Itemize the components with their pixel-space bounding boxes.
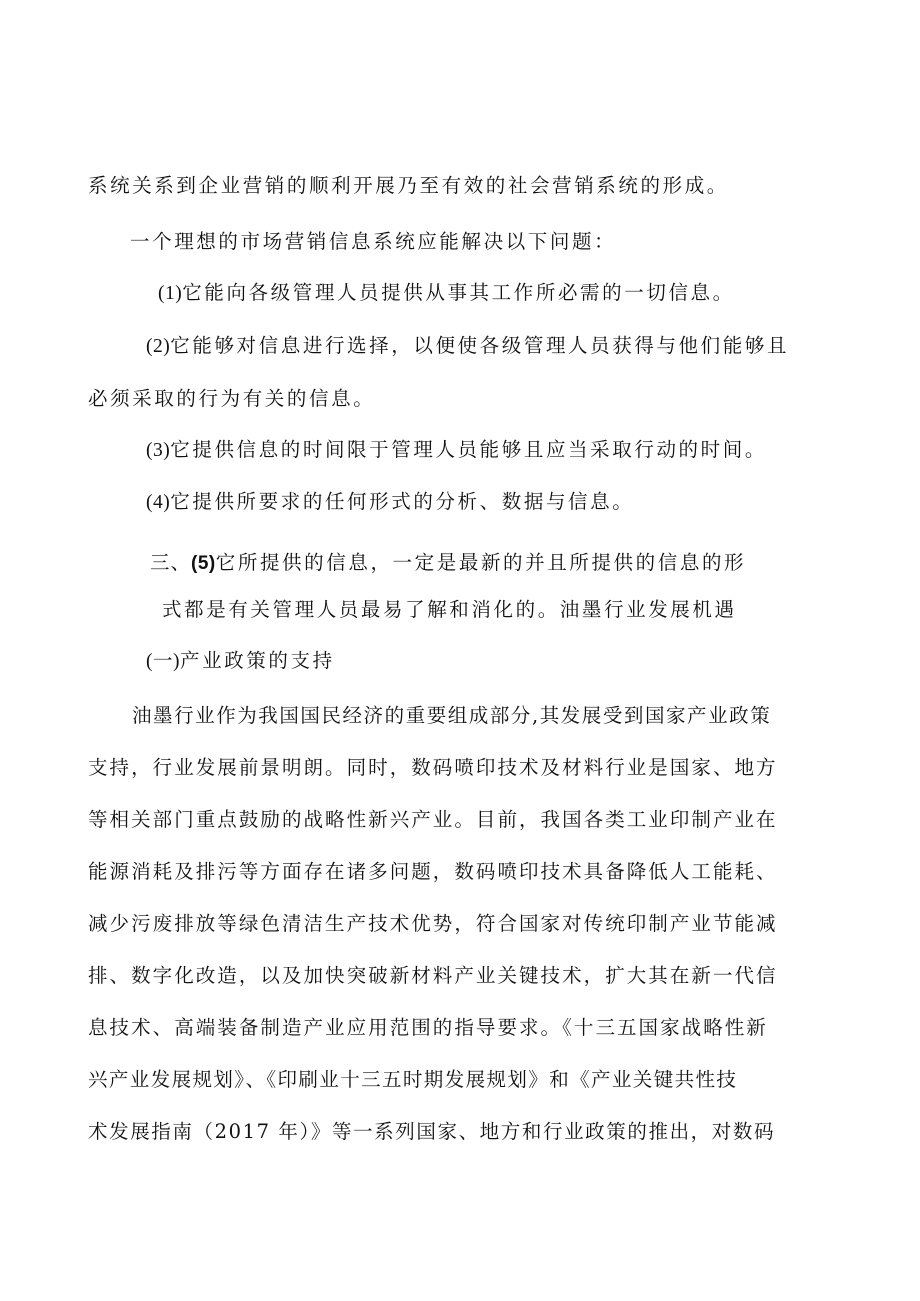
list-item-2-number: (2) [146, 336, 171, 357]
body-line-5: 减少污废排放等绿色清洁生产技术优势，符合国家对传统印制产业节能减 [88, 912, 778, 935]
list-item-5 [150, 553, 746, 573]
subheading [146, 651, 335, 672]
list-item-2 [146, 336, 789, 357]
body-line-4: 能源消耗及排污等方面存在诸多问题，数码喷印技术具备降低人工能耗、 [88, 860, 778, 883]
list-item-3-number: (3) [146, 440, 171, 461]
body-line-7: 息技术、高端装备制造产业应用范围的指导要求。《十三五国家战略性新 [88, 1016, 768, 1039]
section-prefix: 三、 [150, 551, 192, 574]
list-item-5-number: (5) [191, 553, 216, 574]
subheading-number: (一) [146, 651, 180, 672]
body-line-2: 支持，行业发展前景明朗。同时，数码喷印技术及材料行业是国家、地方 [88, 756, 778, 779]
paragraph-continuation: 系统关系到企业营销的顺利开展乃至有效的社会营销系统的形成。 [88, 174, 729, 197]
list-item-1-number: (1) [158, 283, 183, 304]
body-line-1: 油墨行业作为我国国民经济的重要组成部分,其发展受到国家产业政策 [132, 704, 772, 727]
list-item-4-number: (4) [146, 492, 171, 513]
list-item-3-text: 它提供信息的时间限于管理人员能够且应当采取行动的时间。 [170, 438, 767, 461]
body-line-3: 等相关部门重点鼓励的战略性新兴产业。目前，我国各类工业印制产业在 [88, 808, 778, 831]
list-item-2-text-line2: 必须采取的行为有关的信息。 [88, 387, 376, 410]
list-item-1 [158, 283, 735, 304]
body-line-6: 排、数字化改造，以及加快突破新材料产业关键技术，扩大其在新一代信 [88, 964, 778, 987]
list-item-5-text-line2: 式都是有关管理人员最易了解和消化的。油墨行业发展机遇 [162, 598, 737, 621]
list-item-2-text-line1: 它能够对信息进行选择，以便使各级管理人员获得与他们能够且 [170, 334, 790, 357]
list-item-4-text: 它提供所要求的任何形式的分析、数据与信息。 [170, 490, 635, 513]
subheading-text: 产业政策的支持 [180, 649, 335, 672]
list-item-5-text-line1: 它所提供的信息，一定是最新的并且所提供的信息的形 [215, 551, 747, 574]
body-line-8: 兴产业发展规划》、《印刷业十三五时期发展规划》和《产业关键共性技 [88, 1068, 738, 1091]
paragraph-intro: 一个理想的市场营销信息系统应能解决以下问题： [130, 230, 617, 253]
list-item-1-text: 它能向各级管理人员提供从事其工作所必需的一切信息。 [182, 281, 735, 304]
list-item-4 [146, 492, 634, 513]
list-item-3 [146, 440, 767, 461]
body-line-9: 术发展指南（2017 年）》等一系列国家、地方和行业政策的推出，对数码 [88, 1120, 776, 1143]
